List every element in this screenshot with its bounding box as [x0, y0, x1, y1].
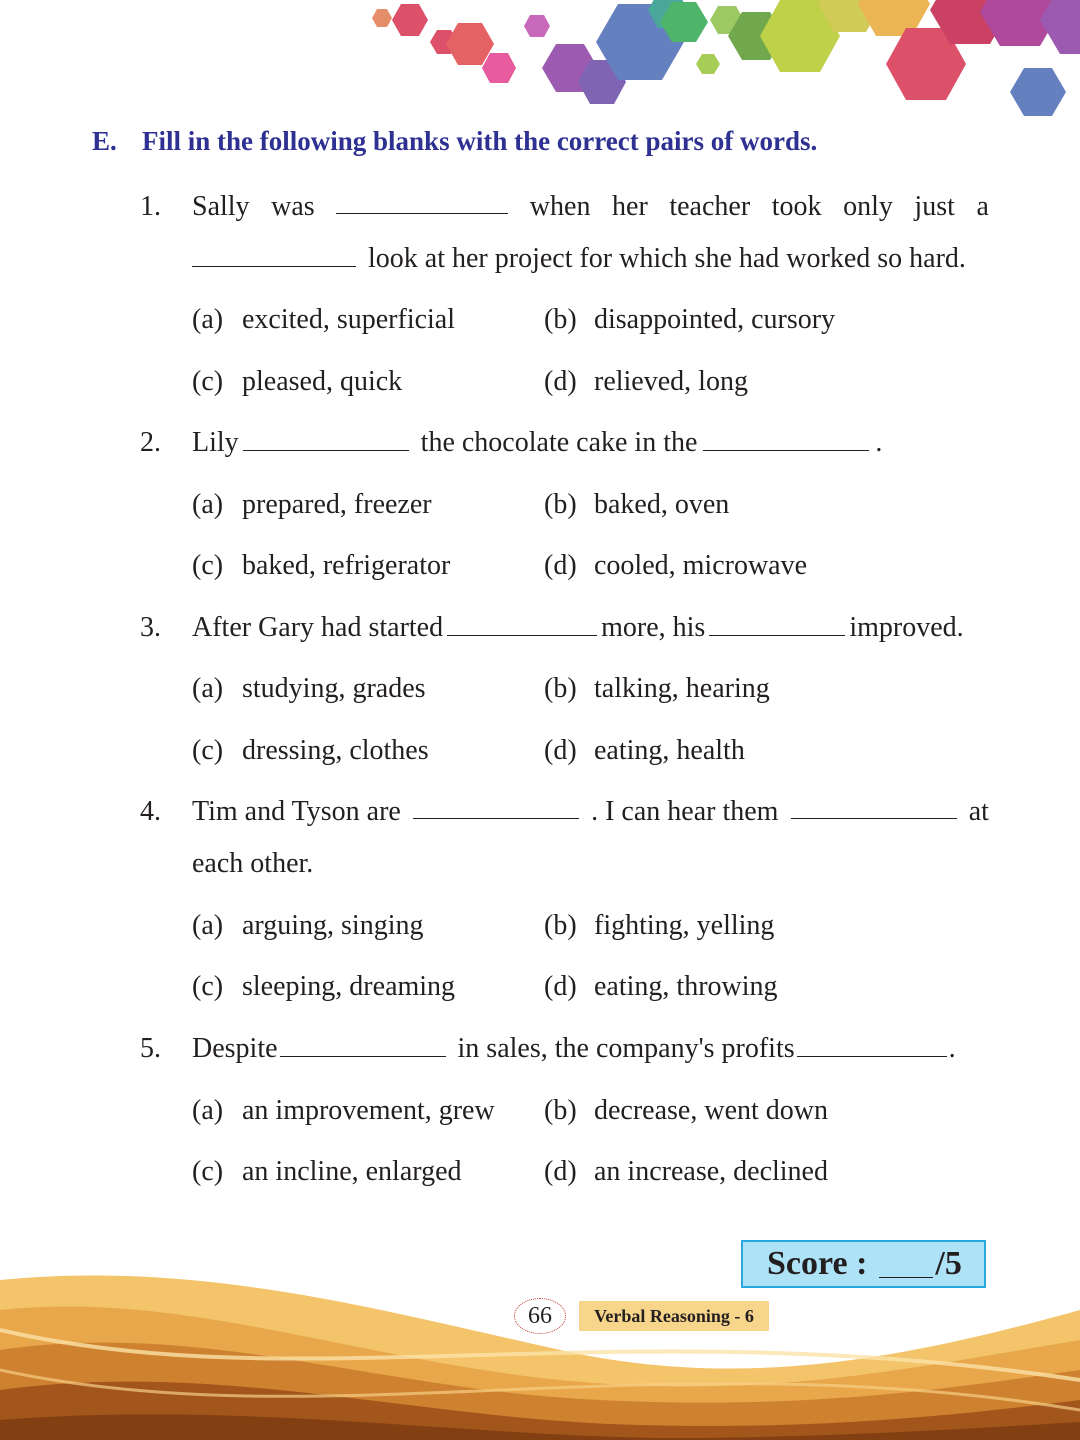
option-a[interactable]: (a) excited, superficial [192, 304, 456, 335]
option-c[interactable]: (c) dressing, clothes [192, 735, 429, 766]
section-letter: E. [92, 126, 117, 156]
word: when [529, 191, 591, 222]
word: was [271, 191, 315, 222]
option-d[interactable]: (d) cooled, microwave [544, 550, 808, 581]
answer-blank[interactable] [447, 613, 597, 636]
answer-blank[interactable] [192, 244, 356, 267]
question-3-text: After Gary had started more, his improved. [192, 612, 964, 643]
word: took [771, 191, 822, 222]
section-heading [92, 126, 817, 157]
word: only [843, 191, 893, 222]
option-c[interactable]: (c) an incline, enlarged [192, 1156, 462, 1187]
option-a[interactable]: (a) studying, grades [192, 673, 426, 704]
option-d[interactable]: (d) relieved, long [544, 366, 748, 397]
hexagon-decoration [0, 0, 1080, 130]
option-b[interactable]: (b) talking, hearing [544, 673, 770, 704]
option-c[interactable]: (c) sleeping, dreaming [192, 971, 456, 1002]
question-4-line-1: Tim and Tyson are . I can hear them at [192, 796, 989, 827]
question-number: 5. [140, 1033, 161, 1064]
question-4-line-2: each other. [192, 848, 314, 879]
score-box [741, 1240, 986, 1288]
word: just [914, 191, 955, 222]
book-title: Verbal Reasoning - 6 [579, 1301, 769, 1331]
question-1-line-1 [192, 191, 989, 223]
question-number: 4. [140, 796, 161, 827]
answer-blank[interactable] [280, 1034, 446, 1057]
option-d[interactable]: (d) eating, health [544, 735, 745, 766]
section-title: Fill in the following blanks with the correct pairs of words. [142, 126, 818, 156]
option-d[interactable]: (d) an increase, declined [544, 1156, 828, 1187]
answer-blank[interactable] [413, 796, 579, 819]
answer-blank[interactable] [791, 796, 957, 819]
question-text: look at her project for which she had worked so hard. [368, 243, 966, 274]
word: a [976, 191, 989, 222]
option-d[interactable]: (d) eating, throwing [544, 971, 778, 1002]
option-b[interactable]: (b) baked, oven [544, 489, 730, 520]
question-1-line-2 [192, 243, 966, 275]
question-number: 3. [140, 612, 161, 643]
option-a[interactable]: (a) arguing, singing [192, 910, 424, 941]
option-c[interactable]: (c) baked, refrigerator [192, 550, 451, 581]
question-number: 1. [140, 191, 161, 222]
answer-blank[interactable] [336, 191, 508, 214]
option-a[interactable]: (a) an improvement, grew [192, 1095, 495, 1126]
option-a[interactable]: (a) prepared, freezer [192, 489, 432, 520]
option-b[interactable]: (b) decrease, went down [544, 1095, 829, 1126]
answer-blank[interactable] [797, 1034, 947, 1057]
option-b[interactable]: (b) disappointed, cursory [544, 304, 836, 335]
word: her [612, 191, 648, 222]
score-total: /5 [935, 1245, 962, 1282]
word: teacher [669, 191, 751, 222]
question-number: 2. [140, 427, 161, 458]
page-number: 66 [514, 1298, 566, 1334]
word: Sally [192, 191, 250, 222]
option-c[interactable]: (c) pleased, quick [192, 366, 403, 397]
answer-blank[interactable] [243, 428, 409, 451]
answer-blank[interactable] [709, 613, 845, 636]
answer-blank[interactable] [703, 428, 869, 451]
option-b[interactable]: (b) fighting, yelling [544, 910, 775, 941]
question-5-text: Despite in sales, the company's profits . [192, 1033, 956, 1064]
score-blank[interactable] [879, 1251, 933, 1278]
question-2-text: Lily the chocolate cake in the . [192, 427, 883, 458]
score-label: Score : [767, 1245, 868, 1282]
